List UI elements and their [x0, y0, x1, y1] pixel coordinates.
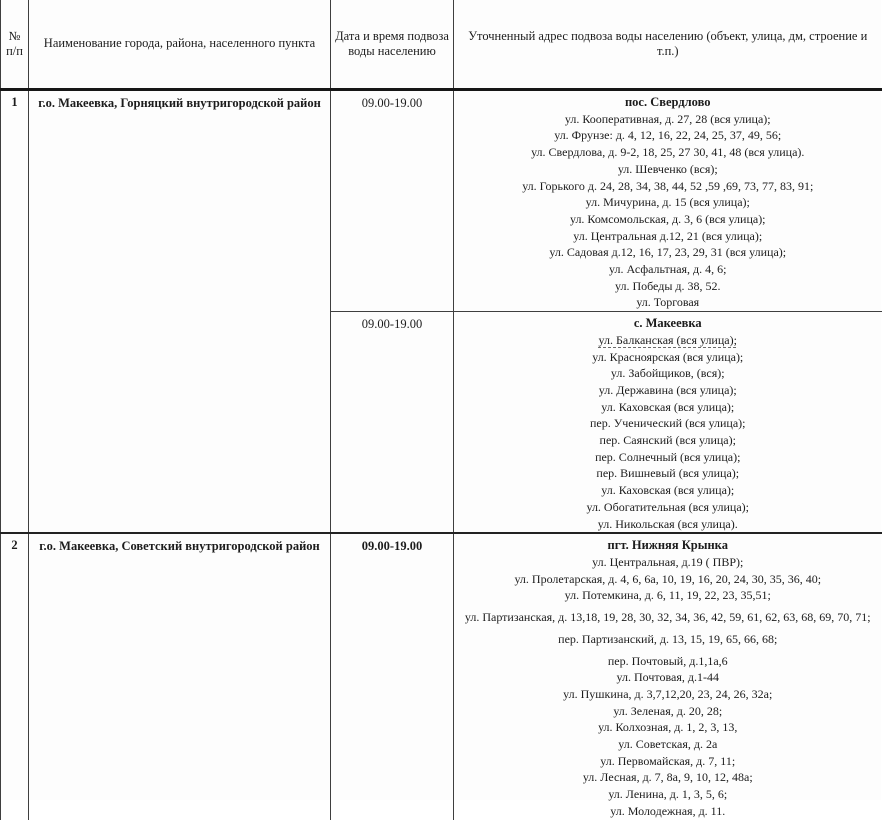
address-line: ул. Комсомольская, д. 3, 6 (вся улица);: [569, 211, 766, 226]
address-line: ул. Пролетарская, д. 4, 6, 6а, 10, 19, 16, 20, 24, 30, 35, 36, 40;: [514, 571, 822, 586]
delivery-time: 09.00-19.00: [331, 90, 454, 312]
address-line: ул. Горького д. 24, 28, 34, 38, 44, 52 ,59 ,69, 73, 77, 83, 91;: [522, 178, 814, 193]
address-line: ул. Молодежная, д. 11.: [610, 803, 726, 818]
address-line: ул. Мичурина, д. 15 (вся улица);: [585, 195, 750, 210]
address-line: ул. Центральная д.12, 21 (вся улица);: [573, 228, 763, 243]
address-line: ул. Первомайская, д. 7, 11;: [600, 753, 736, 768]
address-line: ул. Каховская (вся улица);: [601, 483, 735, 498]
address-line: ул. Пушкина, д. 3,7,12,20, 23, 24, 26, 32а;: [563, 686, 773, 701]
address-line: ул. Лесная, д. 7, 8а, 9, 10, 12, 48а;: [582, 770, 753, 785]
address-line: ул. Торговая: [636, 295, 700, 310]
table-row: [1, 533, 882, 819]
address-line: ул. Центральная, д.19 ( ПВР);: [592, 554, 744, 569]
address-line: ул. Советская, д. 2а: [618, 737, 718, 752]
address-line: пер. Ученический (вся улица);: [589, 416, 746, 431]
address-line: пер. Вишневый (вся улица);: [596, 466, 740, 481]
address-line: ул. Шевченко (вся);: [617, 161, 718, 176]
table-header-row: [1, 0, 882, 90]
address-list: [454, 90, 882, 312]
address-line: ул. Потемкина, д. 6, 11, 19, 22, 23, 35,51;: [564, 588, 771, 603]
column-header-address: Уточненный адрес подвоза воды населению (объект, улица, дм, строение и т.п.): [454, 0, 882, 90]
address-line: ул. Почтовая, д.1-44: [616, 670, 719, 685]
address-list: [454, 312, 882, 534]
address-line: пер. Саянский (вся улица);: [599, 433, 736, 448]
delivery-time: 09.00-19.00: [331, 312, 454, 534]
address-line: ул. Колхозная, д. 1, 2, 3, 13,: [598, 720, 738, 735]
column-header-time: Дата и время подвоза воды населению: [331, 0, 454, 90]
settlement-header: с. Макеевка: [633, 316, 702, 331]
address-line: ул. Забойщиков, (вся);: [610, 366, 725, 381]
delivery-time: 09.00-19.00: [331, 533, 454, 819]
address-line: ул. Садовая д.12, 16, 17, 23, 29, 31 (вся улица);: [549, 245, 787, 260]
address-line: пер. Партизанский, д. 13, 15, 19, 65, 66, 68;: [558, 631, 778, 646]
address-line: ул. Державина (вся улица);: [598, 382, 737, 397]
address-line: ул. Кооперативная, д. 27, 28 (вся улица);: [564, 111, 771, 126]
address-line: ул. Каховская (вся улица);: [601, 399, 735, 414]
address-line: ул. Партизанская, д. 13,18, 19, 28, 30, 32, 34, 36, 42, 59, 61, 62, 63, 68, 69, 70, 71;: [464, 610, 871, 625]
row-location: г.о. Макеевка, Горняцкий внутригородской район: [29, 90, 331, 534]
table-row: [1, 90, 882, 312]
address-line: пер. Почтовый, д.1,1а,6: [607, 653, 728, 668]
address-line: пер. Солнечный (вся улица);: [595, 449, 741, 464]
row-location: г.о. Макеевка, Советский внутригородской район: [29, 533, 331, 819]
row-number: 1: [1, 90, 29, 534]
address-line: ул. Балканская (вся улица);: [598, 332, 737, 347]
address-list: [454, 533, 882, 819]
address-line: ул. Красноярская (вся улица);: [592, 349, 744, 364]
address-line: ул. Ленина, д. 1, 3, 5, 6;: [608, 787, 728, 802]
address-line: ул. Обогатительная (вся улица);: [586, 499, 750, 514]
address-line: ул. Зеленая, д. 20, 28;: [613, 703, 723, 718]
row-number: 2: [1, 533, 29, 819]
column-header-number: № п/п: [1, 0, 29, 90]
settlement-header: пгт. Нижняя Крынка: [607, 538, 728, 553]
address-line: ул. Победы д. 38, 52.: [614, 278, 721, 293]
address-line: ул. Никольская (вся улица).: [597, 516, 738, 531]
address-line: ул. Асфальтная, д. 4, 6;: [609, 262, 727, 277]
address-line: ул. Свердлова, д. 9-2, 18, 25, 27 30, 41, 48 (вся улица).: [531, 145, 805, 160]
column-header-location: Наименование города, района, населенного пункта: [29, 0, 331, 90]
address-line: ул. Фрунзе: д. 4, 12, 16, 22, 24, 25, 37, 49, 56;: [554, 128, 782, 143]
settlement-header: пос. Свердлово: [624, 95, 711, 109]
